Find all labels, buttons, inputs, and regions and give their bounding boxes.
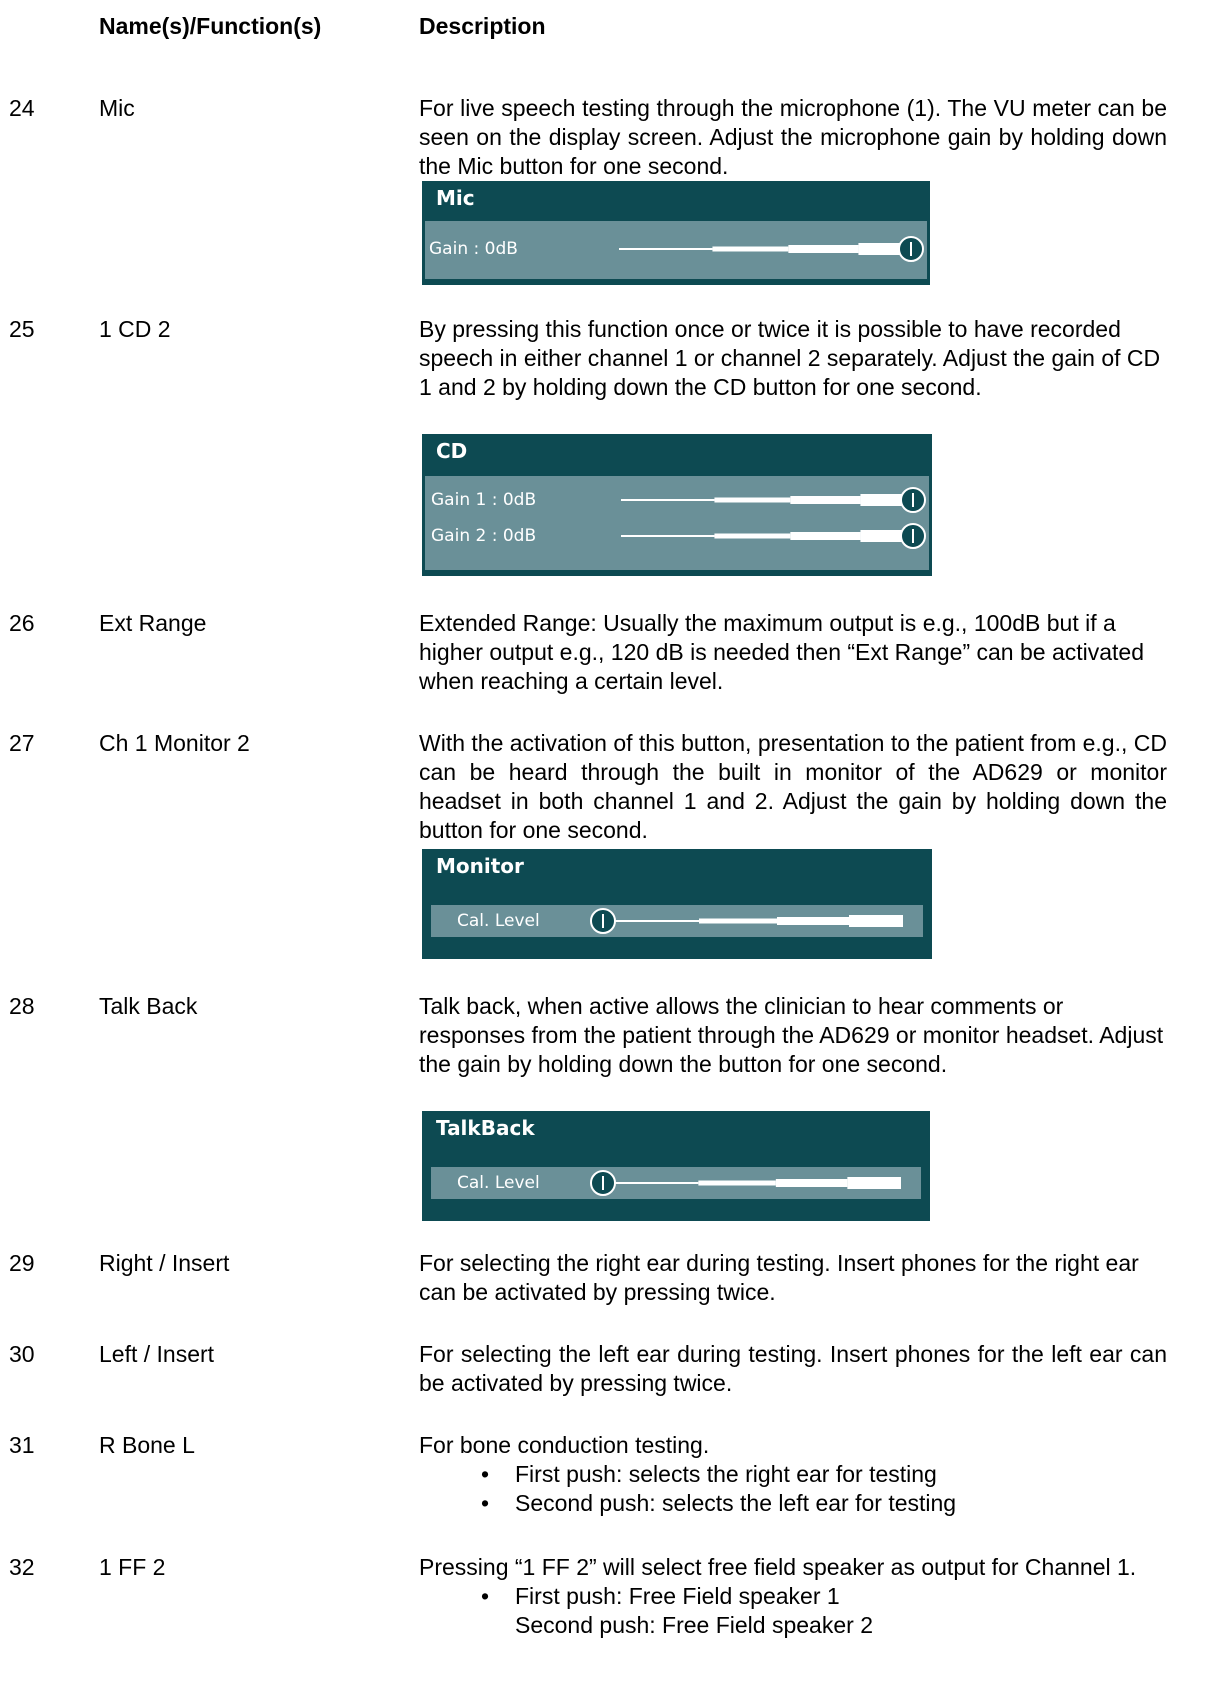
function-description: Extended Range: Usually the maximum output is e.g., 100dB but if a higher output e.g., 120 dB is needed then “Ext Range” can be activated when reaching a certain level. [419,610,1144,694]
cal-level-slider[interactable] [589,1167,917,1199]
talkback-level-panel [422,1111,930,1221]
slider-track-segment [788,245,858,253]
gain-label: Gain 2 : 0dB [431,526,537,546]
slider-track-segment [619,248,712,250]
gain-label: Gain 1 : 0dB [431,490,537,510]
bullet-item [419,1460,1167,1489]
function-name: Ext Range [99,610,207,636]
gain-row [425,484,929,516]
cd-gain-panel [422,434,932,576]
panel-body [425,476,929,570]
row-number: 24 [9,95,35,121]
slider-track-segment [776,1179,848,1187]
column-header-description: Description [419,13,546,39]
bullet-text: Second push: Free Field speaker 2 [515,1612,873,1638]
slider-track-segment [790,496,860,504]
function-description [419,1431,1167,1518]
bullet-list [419,1582,1167,1640]
slider-track-segment [790,532,860,540]
function-name: Mic [99,95,135,121]
bullet-icon: • [481,1490,490,1516]
function-description: For selecting the right ear during testing. Insert phones for the right ear can be activated by pressing twice. [419,1250,1139,1305]
function-description: For selecting the left ear during testing. Insert phones for the left ear can be activated by pressing twice. [419,1341,1167,1396]
gain-1-slider[interactable] [607,484,929,516]
mic-gain-panel [422,181,930,285]
description-text: Pressing “1 FF 2” will select free field speaker as output for Channel 1. [419,1554,1137,1580]
bullet-item [419,1582,1167,1611]
row-number: 32 [9,1554,35,1580]
gain-label: Gain : 0dB [429,239,518,259]
function-name: R Bone L [99,1432,195,1458]
slider-track-segment [714,534,790,539]
slider-track-segment [621,535,714,537]
slider-track-segment [849,915,903,927]
monitor-level-panel [422,849,932,959]
column-header-names: Name(s)/Function(s) [99,13,322,39]
row-number: 27 [9,730,35,756]
row-number: 26 [9,610,35,636]
panel-title: Mic [436,186,475,210]
panel-title: TalkBack [436,1116,535,1140]
cal-level-slider[interactable] [589,905,919,937]
function-description: With the activation of this button, presentation to the patient from e.g., CD can be heard through the built in monitor of the AD629 or monitor headset in both channel 1 and 2. Adjust the gain by holding down the button for one second. [419,730,1167,843]
panel-title: Monitor [436,854,524,878]
slider-track-segment [699,919,777,924]
slider-track-segment [714,498,790,503]
panel-body [425,221,927,279]
slider-track-segment [603,1182,698,1184]
function-description: Talk back, when active allows the clinician to hear comments or responses from the patient through the AD629 or monitor headset. Adjust the gain by holding down the button for one second. [419,993,1164,1077]
bullet-text: First push: Free Field speaker 1 [515,1583,840,1609]
row-number: 28 [9,993,35,1019]
function-description [419,1553,1167,1640]
slider-track-segment [712,247,788,252]
row-number: 25 [9,316,35,342]
bullet-text: Second push: selects the left ear for testing [515,1490,957,1516]
bullet-icon: • [481,1583,490,1609]
slider-track-segment [621,499,714,501]
function-description: For live speech testing through the microphone (1). The VU meter can be seen on the display screen. Adjust the microphone gain by holding down the Mic button for one second. [419,95,1167,179]
panel-body [425,1155,927,1215]
bullet-continuation [419,1611,1167,1640]
row-number: 29 [9,1250,35,1276]
slider-track-segment [698,1181,775,1186]
bullet-list [419,1460,1167,1518]
function-name: Left / Insert [99,1341,215,1367]
row-number: 31 [9,1432,35,1458]
gain-2-slider[interactable] [607,520,929,552]
row-number: 30 [9,1341,35,1367]
function-name: 1 FF 2 [99,1554,166,1580]
function-name: Talk Back [99,993,198,1019]
panel-title: CD [436,439,468,463]
panel-body [425,893,929,953]
level-row [431,905,923,937]
bullet-icon: • [481,1461,490,1487]
function-description: By pressing this function once or twice it is possible to have recorded speech in either channel 1 or channel 2 separately. Adjust the gain of CD 1 and 2 by holding down the CD button for one second. [419,316,1161,400]
gain-row [425,520,929,552]
description-text: For bone conduction testing. [419,1432,710,1458]
level-label: Cal. Level [457,1173,540,1193]
level-row [431,1167,921,1199]
slider-track-segment [847,1177,901,1189]
function-name: Ch 1 Monitor 2 [99,730,250,756]
gain-slider[interactable] [605,233,927,265]
function-name: 1 CD 2 [99,316,171,342]
slider-track-segment [603,920,699,922]
slider-track-segment [777,917,849,925]
level-label: Cal. Level [457,911,540,931]
gain-row [425,233,927,265]
bullet-text: First push: selects the right ear for testing [515,1461,937,1487]
function-name: Right / Insert [99,1250,230,1276]
bullet-item [419,1489,1167,1518]
